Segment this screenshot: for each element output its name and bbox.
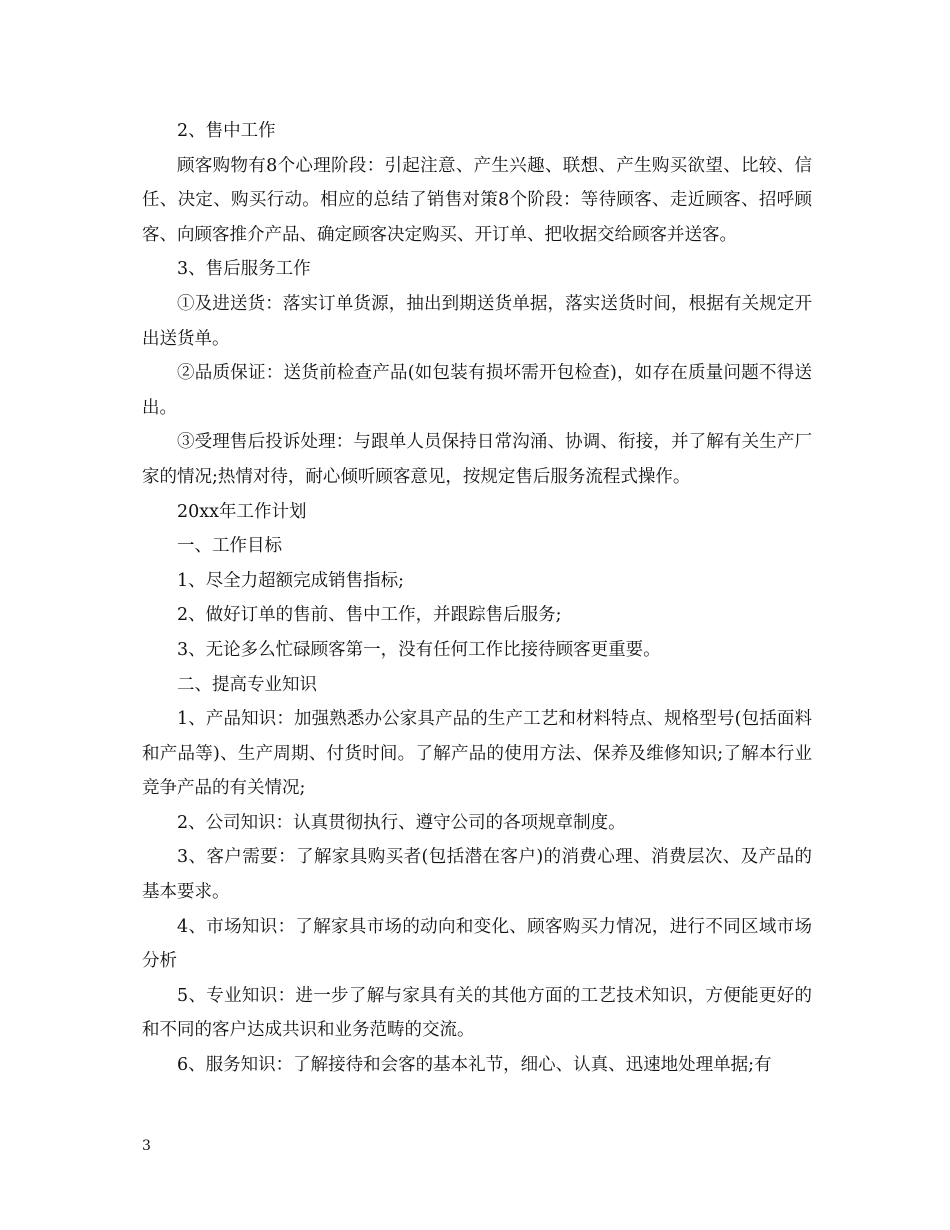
paragraph-work-plan-title: 20xx年工作计划 — [177, 501, 307, 522]
paragraph-knowledge-heading: 二、提高专业知识 — [177, 674, 317, 695]
document-body — [142, 114, 812, 1083]
paragraph-quality-assurance: ②品质保证：送货前检查产品(如包装有损坏需开包检查)，如存在质量问题不得送出。 — [142, 363, 812, 418]
paragraph-professional-knowledge: 5、专业知识：进一步了解与家具有关的其他方面的工艺技术知识，方便能更好的和不同的客户达成共识和业务范畴的交流。 — [142, 985, 812, 1041]
paragraph-customer-needs: 3、客户需要：了解家具购买者(包括潜在客户)的消费心理、消费层次、及产品的基本要求。 — [142, 847, 812, 903]
paragraph-after-sales-heading: 3、售后服务工作 — [177, 259, 311, 280]
paragraph-market-knowledge: 4、市场知识：了解家具市场的动向和变化、顾客购买力情况，进行不同区域市场分析 — [142, 916, 812, 972]
paragraph-complaint-handling: ③受理售后投诉处理：与跟单人员保持日常沟涌、协调、衔接，并了解有关生产厂家的情况;热情对待，耐心倾听顾客意见，按规定售后服务流程式操作。 — [142, 432, 812, 487]
paragraph-service-knowledge: 6、服务知识：了解接待和会客的基本礼节，细心、认真、迅速地处理单据;有 — [177, 1055, 772, 1076]
paragraph-sale-in-progress-heading: 2、售中工作 — [177, 121, 276, 141]
paragraph-goals-heading: 一、工作目标 — [177, 536, 282, 557]
page-number: 3 — [142, 1138, 151, 1154]
paragraph-goal-3: 3、无论多么忙碌顾客第一，没有任何工作比接待顾客更重要。 — [177, 639, 661, 660]
paragraph-customer-psychology: 顾客购物有8个心理阶段：引起注意、产生兴趣、联想、产生购买欲望、比较、信任、决定、购买行动。相应的总结了销售对策8个阶段：等待顾客、走近顾客、招呼顾客、向顾客推介产品、确定顾客决定购买、开订单、把收据交给顾客并送客。 — [142, 155, 812, 245]
paragraph-delivery: ①及进送货：落实订单货源，抽出到期送货单据，落实送货时间，根据有关规定开出送货单。 — [142, 293, 812, 349]
paragraph-goal-2: 2、做好订单的售前、售中工作，并跟踪售后服务; — [177, 605, 562, 626]
paragraph-product-knowledge: 1、产品知识：加强熟悉办公家具产品的生产工艺和材料特点、规格型号(包括面料和产品等)、生产周期、付货时间。了解产品的使用方法、保养及维修知识;了解本行业竞争产品的有关情况; — [142, 709, 812, 799]
paragraph-company-knowledge: 2、公司知识：认真贯彻执行、遵守公司的各项规章制度。 — [177, 812, 626, 833]
paragraph-goal-1: 1、尽全力超额完成销售指标; — [177, 570, 405, 591]
